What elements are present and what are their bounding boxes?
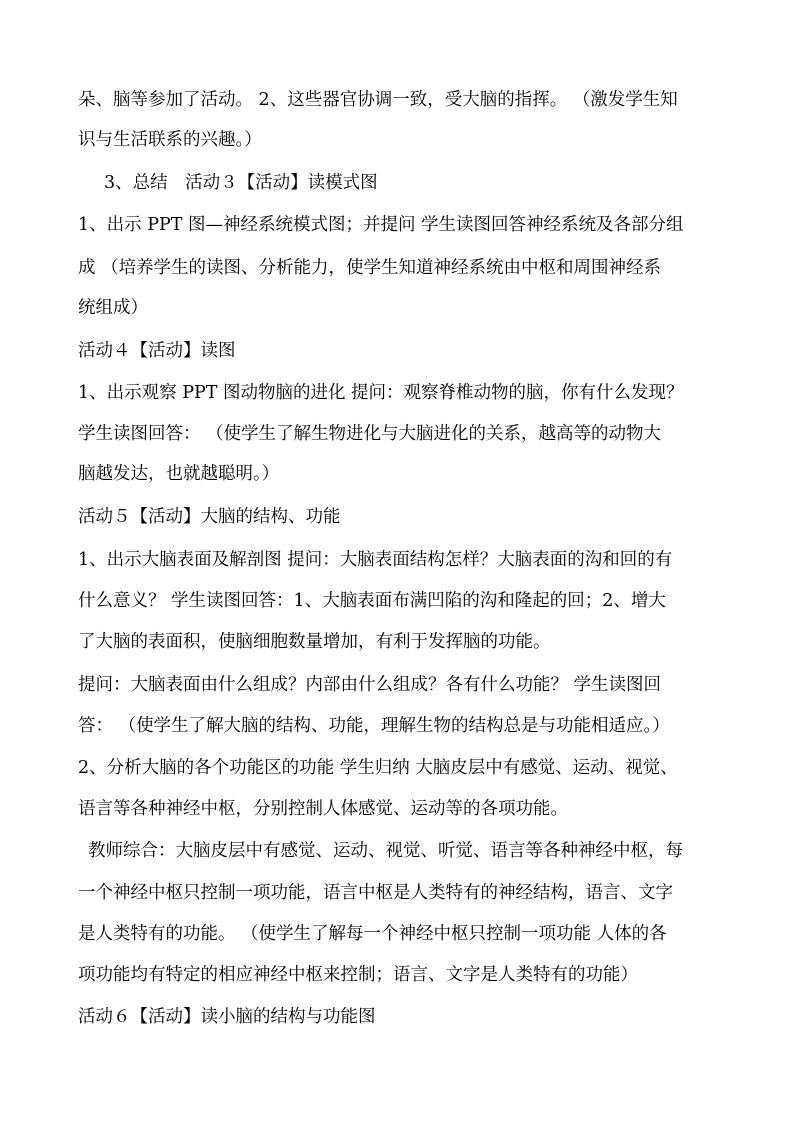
text-line: 答： （使学生了解大脑的结构、功能，理解生物的结构总是与功能相适应。） <box>78 716 670 736</box>
text-line: 项功能均有特定的相应神经中枢来控制；语言、文字是人类特有的功能） <box>78 965 638 985</box>
text-line: 活动４【活动】读图 <box>78 341 236 361</box>
text-line: 1、出示大脑表面及解剖图 提问：大脑表面结构怎样？大脑表面的沟和回的有 <box>78 550 673 570</box>
text-line: 语言等各种神经中枢，分别控制人体感觉、运动等的各项功能。 <box>78 799 568 819</box>
text-line: 朵、脑等参加了活动。 2、这些器官协调一致，受大脑的指挥。 （激发学生知 <box>78 90 678 110</box>
text-line: 2、分析大脑的各个功能区的功能 学生归纳 大脑皮层中有感觉、运动、视觉、 <box>78 758 678 778</box>
text-line: 了大脑的表面积，使脑细胞数量增加，有利于发挥脑的功能。 <box>78 632 551 652</box>
text-line: 活动６【活动】读小脑的结构与功能图 <box>78 1007 376 1027</box>
text-line: 1、出示观察 PPT 图动物脑的进化 提问：观察脊椎动物的脑，你有什么发现？ <box>78 383 684 403</box>
text-line: 学生读图回答： （使学生了解生物进化与大脑进化的关系，越高等的动物大 <box>78 424 662 444</box>
text-line: 活动５【活动】大脑的结构、功能 <box>78 507 341 527</box>
text-line: 1、出示 PPT 图—神经系统模式图；并提问 学生读图回答神经系统及各部分组 <box>78 215 684 235</box>
text-line: 是人类特有的功能。 （使学生了解每一个神经中枢只控制一项功能 人体的各 <box>78 924 667 944</box>
text-line: 成 （培养学生的读图、分析能力，使学生知道神经系统由中枢和周围神经系 <box>78 258 662 278</box>
text-line: 提问：大脑表面由什么组成？内部由什么组成？各有什么功能？ 学生读图回 <box>78 675 662 695</box>
text-line: 脑越发达，也就越聪明。） <box>78 464 280 484</box>
text-line: 3、总结 活动３【活动】读模式图 <box>104 173 378 193</box>
text-line: 教师综合：大脑皮层中有感觉、运动、视觉、听觉、语言等各种神经中枢，每 <box>88 841 683 861</box>
text-line: 一个神经中枢只控制一项功能，语言中枢是人类特有的神经结构，语言、文字 <box>78 883 673 903</box>
text-line: 什么意义？ 学生读图回答：1、大脑表面布满凹陷的沟和隆起的回；2、增大 <box>78 591 666 611</box>
text-line: 识与生活联系的兴趣。） <box>78 130 262 150</box>
text-line: 统组成） <box>78 298 148 318</box>
